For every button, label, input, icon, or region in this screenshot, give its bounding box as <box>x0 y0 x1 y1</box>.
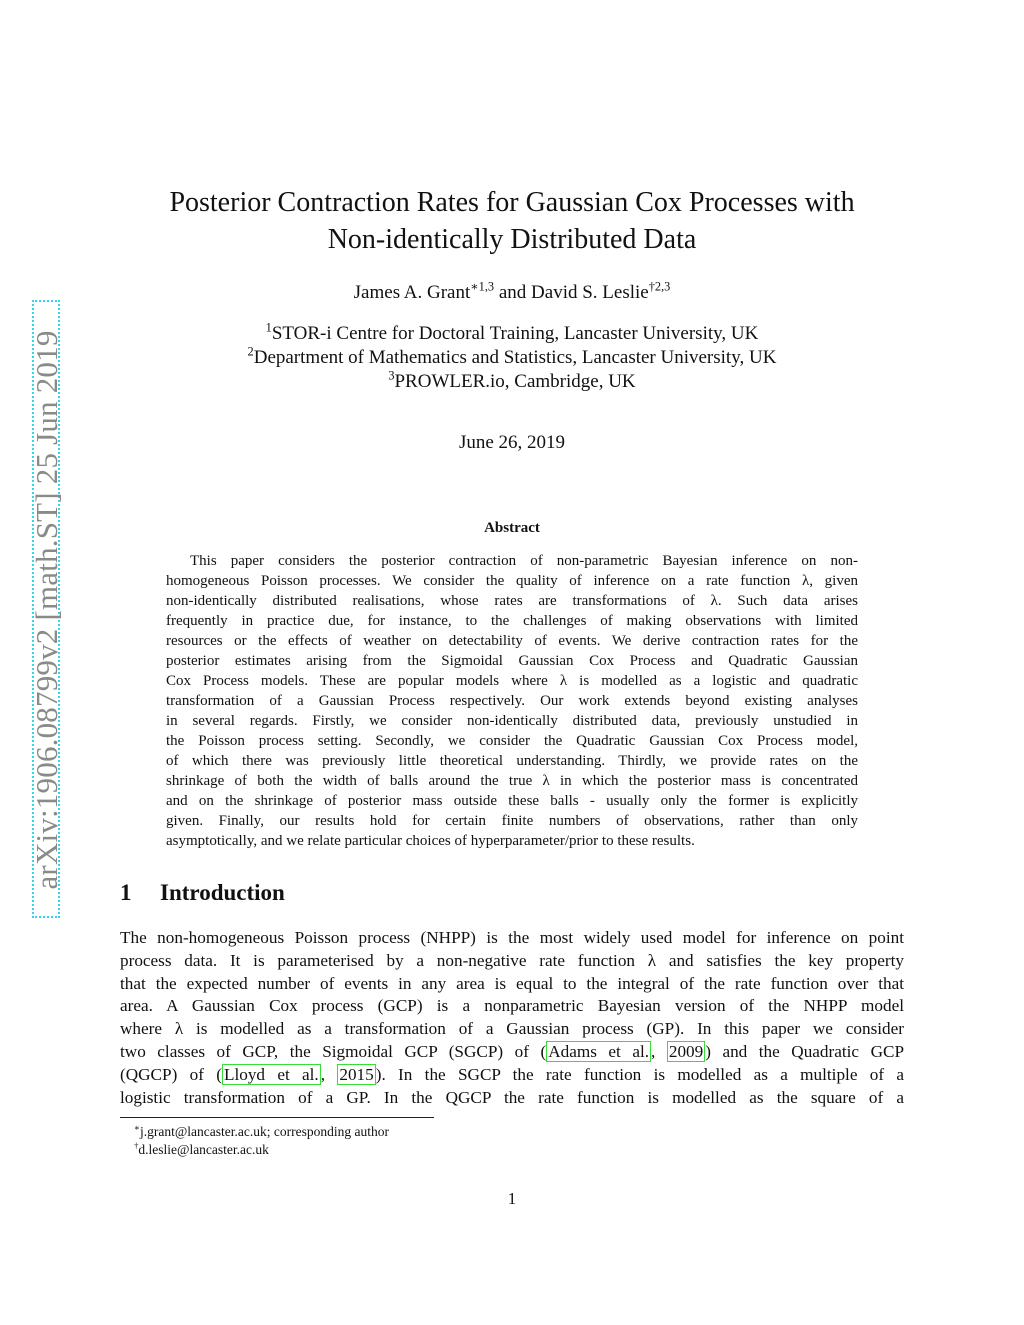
abstract-body <box>166 551 858 851</box>
footnote-1-text: j.grant@lancaster.ac.uk; corresponding author <box>139 1124 389 1139</box>
citation-link-lloyd-author[interactable]: Lloyd et al. <box>223 1064 319 1084</box>
abstract-line: asymptotically, and we relate particular choices of hyperparameter/prior to these results. <box>166 833 695 849</box>
intro-line: that the expected number of events in any area is equal to the integral of the rate function over that <box>120 973 904 993</box>
intro-text: ) and the Quadratic GCP <box>705 1041 904 1061</box>
abstract-line: posterior estimates arising from the Sigmoidal Gaussian Cox Process and Quadratic Gaussian <box>166 653 858 669</box>
author-conjunction: and <box>494 282 532 303</box>
abstract-line: the Poisson process setting. Secondly, we consider the Quadratic Gaussian Cox Process model, <box>166 733 858 749</box>
intro-line: process data. It is parameterised by a non-negative rate function λ and satisfies the key property <box>120 950 904 970</box>
citation-link-lloyd-year[interactable]: 2015 <box>339 1064 374 1084</box>
abstract-line: non-identically distributed realisations, whose rates are transformations of λ. Such data arises <box>166 593 858 609</box>
intro-line: where λ is modelled as a transformation of a Gaussian process (GP). In this paper we consider <box>120 1019 904 1039</box>
intro-text: (QGCP) of ( <box>120 1064 222 1084</box>
citation-separator: , <box>320 1064 338 1084</box>
title-line-2: Non-identically Distributed Data <box>327 224 697 255</box>
section-title: Introduction <box>160 880 285 905</box>
abstract-line: and on the shrinkage of posterior mass outside these balls - usually only the former is explicitly <box>166 793 858 809</box>
author-1-marks: ∗1,3 <box>470 279 495 294</box>
affiliation-3-text: PROWLER.io, Cambridge, UK <box>394 371 636 392</box>
citation-link-adams-author[interactable]: Adams et al. <box>548 1041 650 1061</box>
footnote-2-mark: † <box>134 1140 139 1151</box>
footnote-rule <box>120 1117 434 1118</box>
footnote-2-text: d.leslie@lancaster.ac.uk <box>138 1142 269 1157</box>
affiliation-1-number: 1 <box>265 320 272 335</box>
footnote-2 <box>134 1141 389 1159</box>
abstract-line: frequently in practice due, for instance, to the challenges of making observations with limited <box>166 613 858 629</box>
title-line-1: Posterior Contraction Rates for Gaussian Cox Processes with <box>169 187 855 218</box>
section-heading-introduction <box>120 880 285 906</box>
intro-line-with-citation <box>120 1041 904 1064</box>
abstract-line: shrinkage of both the width of balls around the true λ in which the posterior mass is concentrated <box>166 773 858 789</box>
intro-line: logistic transformation of a GP. In the QGCP the rate function is modelled as the square of a <box>120 1087 904 1107</box>
footnote-1 <box>134 1123 389 1141</box>
affiliation-1 <box>140 322 884 346</box>
citation-link-adams-year[interactable]: 2009 <box>668 1041 704 1061</box>
affiliation-1-text: STOR-i Centre for Doctoral Training, Lancaster University, UK <box>271 323 759 344</box>
abstract-heading: Abstract <box>484 520 540 536</box>
affiliation-2-text: Department of Mathematics and Statistics, Lancaster University, UK <box>253 347 777 368</box>
citation-separator: , <box>651 1041 667 1061</box>
author-2-name: David S. Leslie <box>531 282 649 303</box>
abstract-line: given. Finally, our results hold for certain finite numbers of observations, rather than only <box>166 813 858 829</box>
section-number: 1 <box>120 880 132 905</box>
abstract-line: transformation of a Gaussian Process respectively. Our work extends beyond existing analyses <box>166 693 858 709</box>
abstract-line: of which there was previously little theoretical understanding. Thirdly, we provide rates on the <box>166 753 858 769</box>
abstract-line: Cox Process models. These are popular models where λ is modelled as a logistic and quadratic <box>166 673 858 689</box>
author-1-name: James A. Grant <box>353 282 471 303</box>
intro-text: two classes of GCP, the Sigmoidal GCP (SGCP) of ( <box>120 1041 547 1061</box>
paper-title <box>140 184 884 258</box>
affiliation-3-number: 3 <box>388 368 395 383</box>
affiliations <box>140 322 884 394</box>
intro-text: ). In the SGCP the rate function is modelled as a multiple of a <box>375 1064 905 1084</box>
affiliation-3 <box>140 370 884 394</box>
paper-date: June 26, 2019 <box>458 432 566 453</box>
abstract-line: This paper considers the posterior contraction of non-parametric Bayesian inference on non- <box>190 553 858 569</box>
intro-line: area. A Gaussian Cox process (GCP) is a nonparametric Bayesian version of the NHPP model <box>120 996 904 1016</box>
arxiv-stamp <box>29 300 64 920</box>
footnote-1-mark: ∗ <box>134 1122 140 1133</box>
author-list <box>140 279 884 304</box>
affiliation-2-number: 2 <box>247 344 254 359</box>
page-number: 1 <box>507 1189 517 1208</box>
footnotes <box>134 1123 389 1159</box>
abstract-line: in several regards. Firstly, we consider non-identically distributed data, previously unstudied in <box>166 713 858 729</box>
introduction-paragraph <box>120 927 904 1109</box>
arxiv-stamp-text: arXiv:1906.08799v2 [math.ST] 25 Jun 2019 <box>29 330 64 890</box>
intro-line-with-citation <box>120 1064 904 1087</box>
affiliation-2 <box>140 346 884 370</box>
abstract-line: homogeneous Poisson processes. We consider the quality of inference on a rate function λ, given <box>166 573 858 589</box>
abstract-line: resources or the effects of weather on detectability of events. We derive contraction rates for the <box>166 633 858 649</box>
author-2-marks: †2,3 <box>648 279 671 294</box>
intro-line: The non-homogeneous Poisson process (NHPP) is the most widely used model for inference on point <box>120 928 904 947</box>
